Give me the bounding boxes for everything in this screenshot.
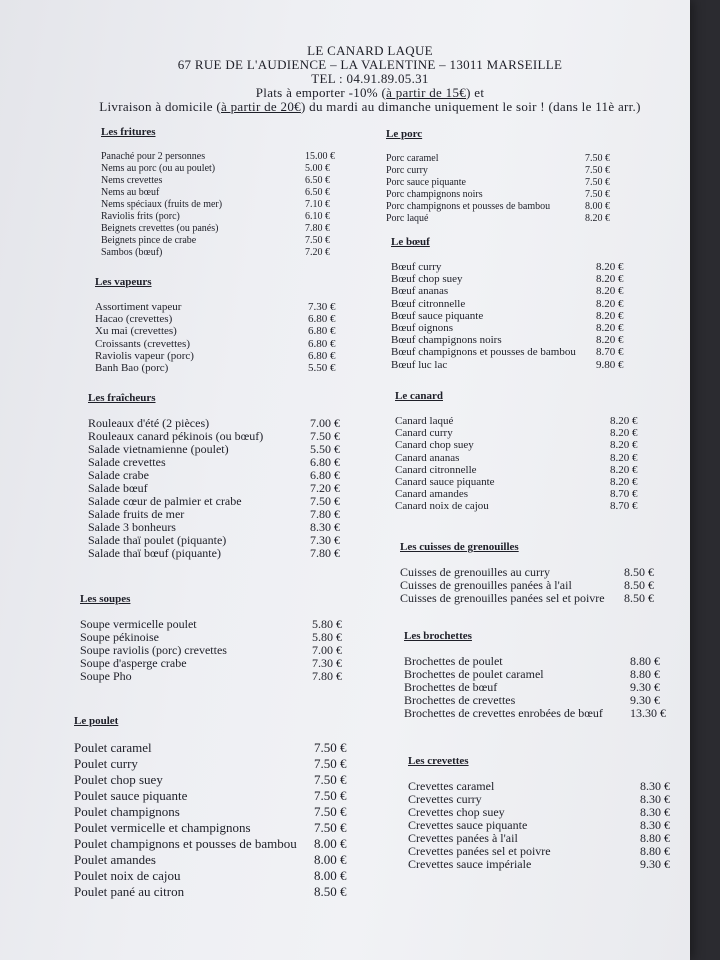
menu-item-name: Poulet champignons <box>74 804 180 819</box>
menu-item-name: Cuisses de grenouilles panées à l'ail <box>400 578 572 592</box>
menu-item-price: 6.50 € <box>305 187 330 198</box>
menu-item-name: Cuisses de grenouilles panées sel et poivre <box>400 591 605 605</box>
menu-item-name: Croissants (crevettes) <box>95 337 190 350</box>
section-title: Les fraîcheurs <box>88 392 156 404</box>
menu-item-name: Beignets crevettes (ou panés) <box>101 223 219 234</box>
menu-item-name: Poulet noix de cajou <box>74 868 181 883</box>
menu-item-price: 7.80 € <box>305 223 330 234</box>
menu-item-name: Canard noix de cajou <box>395 500 489 513</box>
menu-item <box>391 298 646 310</box>
menu-item <box>74 756 364 772</box>
menu-header <box>90 44 650 114</box>
menu-item <box>101 175 355 187</box>
menu-item-price: 8.20 € <box>596 261 624 273</box>
menu-item-price: 8.50 € <box>624 578 654 592</box>
menu-item-name: Poulet sauce piquante <box>74 788 188 803</box>
menu-item-price: 8.20 € <box>610 463 638 476</box>
section-vapeurs <box>95 275 358 374</box>
menu-item-price: 13.30 € <box>630 706 666 720</box>
section-title: Les soupes <box>80 593 131 605</box>
menu-item-name: Porc curry <box>386 165 428 176</box>
menu-item-price: 8.30 € <box>640 779 670 793</box>
menu-item-name: Porc laqué <box>386 213 429 224</box>
menu-item-price: 8.00 € <box>314 836 347 851</box>
menu-item-name: Canard amandes <box>395 488 468 501</box>
menu-item-price: 7.80 € <box>310 507 340 521</box>
menu-item <box>74 804 364 820</box>
menu-item-name: Porc sauce piquante <box>386 177 466 188</box>
menu-item-name: Salade crevettes <box>88 455 166 469</box>
menu-item-price: 8.20 € <box>596 285 624 298</box>
menu-item <box>101 187 355 199</box>
menu-item-name: Crevettes curry <box>408 792 482 806</box>
menu-item-price: 7.00 € <box>310 416 340 430</box>
menu-item <box>74 788 364 804</box>
menu-item-name: Salade crabe <box>88 468 149 482</box>
menu-item-name: Brochettes de crevettes enrobées de bœuf <box>404 706 603 720</box>
menu-item-name: Poulet pané au citron <box>74 884 185 899</box>
menu-item-price: 5.00 € <box>305 163 330 174</box>
menu-item-name: Soupe pékinoise <box>80 630 159 644</box>
menu-item-price: 8.80 € <box>640 831 670 845</box>
section-soupes <box>80 592 362 683</box>
menu-item-name: Brochettes de poulet <box>404 654 503 668</box>
section-canard <box>395 389 660 513</box>
menu-item <box>74 884 364 900</box>
menu-item-name: Hacao (crevettes) <box>95 313 173 326</box>
menu-item-name: Poulet curry <box>74 756 138 771</box>
menu-item <box>395 476 660 488</box>
menu-item <box>395 439 660 451</box>
menu-item-name: Poulet vermicelle et champignons <box>74 820 251 835</box>
menu-item-price: 8.20 € <box>610 451 638 464</box>
menu-item <box>391 310 646 322</box>
menu-item-name: Salade 3 bonheurs <box>88 520 176 534</box>
menu-item-price: 7.50 € <box>314 788 347 803</box>
menu-item-price: 8.30 € <box>310 520 340 534</box>
menu-item-price: 5.50 € <box>310 442 340 456</box>
menu-item-name: Bœuf champignons et pousses de bambou <box>391 346 576 359</box>
menu-item-price: 15.00 € <box>305 151 335 162</box>
menu-item-price: 7.50 € <box>585 189 610 200</box>
menu-item <box>95 362 358 374</box>
menu-item <box>386 153 635 165</box>
menu-item-name: Canard curry <box>395 427 453 440</box>
menu-item-price: 8.70 € <box>610 500 638 513</box>
menu-item <box>101 247 355 259</box>
menu-item-price: 7.50 € <box>310 494 340 508</box>
section-poulet <box>74 714 364 900</box>
menu-item-name: Salade thaï bœuf (piquante) <box>88 546 221 560</box>
menu-item-name: Raviolis vapeur (porc) <box>95 349 194 362</box>
menu-item-name: Nems spéciaux (fruits de mer) <box>101 199 223 210</box>
menu-item-name: Bœuf chop suey <box>391 273 463 286</box>
menu-item-price: 7.10 € <box>305 199 330 210</box>
menu-item <box>101 235 355 247</box>
section-title: Le canard <box>395 390 443 402</box>
menu-item-name: Brochettes de bœuf <box>404 680 498 694</box>
menu-item-price: 8.50 € <box>624 591 654 605</box>
menu-item-name: Crevettes sauce impériale <box>408 857 532 871</box>
menu-item-name: Bœuf sauce piquante <box>391 309 484 322</box>
menu-item-price: 8.30 € <box>640 818 670 832</box>
section-title: Les vapeurs <box>95 276 152 288</box>
menu-item-price: 8.20 € <box>596 321 624 334</box>
menu-item-price: 8.70 € <box>610 488 638 501</box>
section-porc <box>386 127 635 225</box>
menu-item <box>88 547 360 560</box>
menu-item-name: Panaché pour 2 personnes <box>101 151 206 162</box>
menu-item <box>391 285 646 297</box>
menu-item-price: 5.80 € <box>312 617 342 631</box>
menu-item <box>386 201 635 213</box>
menu-item-name: Cuisses de grenouilles au curry <box>400 565 550 579</box>
section-grenouilles <box>400 540 674 605</box>
menu-item-price: 8.00 € <box>585 201 610 212</box>
menu-item <box>386 165 635 177</box>
menu-item-price: 7.00 € <box>312 643 342 657</box>
menu-item-price: 8.20 € <box>596 334 624 347</box>
menu-item-price: 7.50 € <box>314 820 347 835</box>
menu-item-name: Beignets pince de crabe <box>101 235 197 246</box>
section-fritures <box>101 125 355 259</box>
menu-item-name: Nems au porc (ou au poulet) <box>101 163 216 174</box>
menu-item <box>386 213 635 225</box>
menu-item-name: Porc champignons et pousses de bambou <box>386 201 551 212</box>
menu-item-name: Brochettes de poulet caramel <box>404 667 544 681</box>
menu-item-price: 7.50 € <box>585 177 610 188</box>
section-title: Le bœuf <box>391 236 430 248</box>
menu-item-price: 9.30 € <box>630 693 660 707</box>
menu-item <box>74 740 364 756</box>
menu-item <box>386 189 635 201</box>
menu-item <box>95 350 358 362</box>
menu-item-name: Crevettes panées à l'ail <box>408 831 518 845</box>
menu-item-price: 6.80 € <box>308 313 336 326</box>
menu-item-price: 9.80 € <box>596 358 624 371</box>
menu-item-price: 5.80 € <box>312 630 342 644</box>
menu-item-name: Bœuf citronnelle <box>391 297 466 310</box>
menu-item-name: Salade cœur de palmier et crabe <box>88 494 242 508</box>
menu-item-price: 7.80 € <box>310 546 340 560</box>
menu-item <box>95 338 358 350</box>
menu-item <box>74 852 364 868</box>
menu-item <box>395 415 660 427</box>
menu-item-name: Canard chop suey <box>395 439 474 452</box>
menu-item-price: 7.50 € <box>314 772 347 787</box>
menu-item-price: 8.70 € <box>596 346 624 359</box>
menu-item <box>395 452 660 464</box>
menu-item-name: Poulet amandes <box>74 852 156 867</box>
menu-item <box>386 177 635 189</box>
menu-item-price: 7.50 € <box>585 153 610 164</box>
menu-item <box>101 211 355 223</box>
menu-item-price: 8.30 € <box>640 805 670 819</box>
restaurant-phone: TEL : 04.91.89.05.31 <box>311 71 429 86</box>
delivery-note: Livraison à domicile (à partir de 20€) du mardi au dimanche uniquement le soir ! (dans le 11è arr.) <box>99 99 641 114</box>
section-brochettes <box>404 629 680 720</box>
menu-item-name: Sambos (bœuf) <box>101 247 163 258</box>
menu-item-price: 9.30 € <box>640 857 670 871</box>
menu-item-name: Crevettes caramel <box>408 779 495 793</box>
section-title: Les crevettes <box>408 755 469 767</box>
menu-item-name: Soupe raviolis (porc) crevettes <box>80 643 227 657</box>
restaurant-address: 67 RUE DE L'AUDIENCE – LA VALENTINE – 13011 MARSEILLE <box>177 57 563 72</box>
menu-item-price: 5.50 € <box>308 361 336 374</box>
menu-item-price: 7.50 € <box>314 756 347 771</box>
menu-item-name: Rouleaux d'été (2 pièces) <box>88 416 210 430</box>
menu-item-price: 8.20 € <box>610 439 638 452</box>
menu-item-name: Porc caramel <box>386 153 439 164</box>
section-title: Le porc <box>386 128 423 140</box>
menu-item <box>74 820 364 836</box>
menu-item-price: 6.80 € <box>308 337 336 350</box>
menu-item-name: Nems crevettes <box>101 175 163 186</box>
menu-item-name: Nems au bœuf <box>101 187 160 198</box>
section-title: Les fritures <box>101 126 156 138</box>
menu-item-name: Canard sauce piquante <box>395 475 495 488</box>
menu-item-name: Poulet champignons et pousses de bambou <box>74 836 297 851</box>
takeaway-note: Plats à emporter -10% (à partir de 15€) et <box>255 85 485 100</box>
menu-item <box>101 151 355 163</box>
menu-item-price: 7.50 € <box>305 235 330 246</box>
menu-item-price: 6.80 € <box>310 468 340 482</box>
menu-item-name: Poulet caramel <box>74 740 152 755</box>
menu-item-price: 7.80 € <box>312 669 342 683</box>
menu-item-name: Bœuf luc lac <box>391 358 448 371</box>
menu-item-price: 7.30 € <box>312 656 342 670</box>
menu-item <box>391 359 646 371</box>
menu-item-name: Raviolis frits (porc) <box>101 211 180 222</box>
menu-item <box>74 772 364 788</box>
menu-item-name: Salade bœuf <box>88 481 148 495</box>
menu-item <box>404 707 680 720</box>
menu-item-price: 8.20 € <box>596 297 624 310</box>
menu-item-name: Bœuf curry <box>391 261 442 273</box>
menu-item-price: 6.80 € <box>310 455 340 469</box>
menu-item <box>391 261 646 273</box>
menu-item-price: 8.80 € <box>640 844 670 858</box>
menu-item-price: 6.50 € <box>305 175 330 186</box>
menu-item <box>95 301 358 313</box>
menu-item-price: 8.20 € <box>596 309 624 322</box>
menu-item-price: 7.20 € <box>310 481 340 495</box>
menu-item-price: 8.20 € <box>610 415 638 427</box>
menu-item-name: Crevettes panées sel et poivre <box>408 844 551 858</box>
menu-item-name: Salade thaï poulet (piquante) <box>88 533 227 547</box>
menu-item <box>95 325 358 337</box>
menu-item-price: 7.50 € <box>310 429 340 443</box>
menu-item-price: 8.80 € <box>630 667 660 681</box>
section-crevettes <box>408 754 690 871</box>
menu-item-price: 6.80 € <box>308 349 336 362</box>
menu-item-price: 8.20 € <box>610 427 638 440</box>
section-title: Le poulet <box>74 715 119 727</box>
menu-item-price: 9.30 € <box>630 680 660 694</box>
menu-item-price: 8.30 € <box>640 792 670 806</box>
menu-item-price: 8.80 € <box>630 654 660 668</box>
menu-item <box>101 199 355 211</box>
menu-item <box>400 592 674 605</box>
menu-item-name: Crevettes chop suey <box>408 805 505 819</box>
menu-item-price: 8.50 € <box>624 565 654 579</box>
section-title: Les cuisses de grenouilles <box>400 541 519 553</box>
menu-item-name: Porc champignons noirs <box>386 189 483 200</box>
menu-item-name: Xu mai (crevettes) <box>95 325 177 338</box>
menu-item <box>395 427 660 439</box>
menu-item <box>395 500 660 512</box>
section-fraicheurs <box>88 391 360 560</box>
menu-item-name: Salade fruits de mer <box>88 507 185 521</box>
menu-item <box>80 670 362 683</box>
menu-item-name: Bœuf oignons <box>391 321 454 334</box>
menu-item-price: 8.20 € <box>596 273 624 286</box>
menu-item <box>101 223 355 235</box>
menu-item-name: Canard laqué <box>395 415 454 427</box>
menu-item <box>395 464 660 476</box>
menu-item-price: 7.50 € <box>314 804 347 819</box>
menu-item-name: Brochettes de crevettes <box>404 693 516 707</box>
menu-item <box>74 868 364 884</box>
menu-item-name: Bœuf ananas <box>391 285 449 298</box>
menu-item-price: 7.50 € <box>585 165 610 176</box>
menu-item-price: 7.30 € <box>308 301 336 313</box>
menu-item-price: 8.00 € <box>314 852 347 867</box>
menu-item-name: Crevettes sauce piquante <box>408 818 528 832</box>
menu-item <box>391 334 646 346</box>
menu-item-name: Rouleaux canard pékinois (ou bœuf) <box>88 429 264 443</box>
menu-item-price: 7.20 € <box>305 247 330 258</box>
menu-item-name: Soupe vermicelle poulet <box>80 617 197 631</box>
menu-item-name: Canard citronnelle <box>395 463 477 476</box>
menu-item-name: Canard ananas <box>395 451 460 464</box>
menu-item-name: Assortiment vapeur <box>95 301 182 313</box>
menu-item-price: 8.00 € <box>314 868 347 883</box>
menu-item-name: Soupe d'asperge crabe <box>80 656 187 670</box>
menu-item <box>391 346 646 358</box>
menu-item <box>101 163 355 175</box>
menu-item-price: 8.20 € <box>610 475 638 488</box>
menu-item-name: Banh Bao (porc) <box>95 361 169 374</box>
menu-item-price: 7.50 € <box>314 740 347 755</box>
menu-item-price: 7.30 € <box>310 533 340 547</box>
menu-item-price: 6.10 € <box>305 211 330 222</box>
menu-item <box>95 313 358 325</box>
menu-item <box>395 488 660 500</box>
menu-item-price: 8.50 € <box>314 884 347 899</box>
menu-item <box>74 836 364 852</box>
menu-item-name: Bœuf champignons noirs <box>391 334 502 347</box>
menu-item-name: Soupe Pho <box>80 669 132 683</box>
menu-item <box>391 273 646 285</box>
restaurant-name: LE CANARD LAQUE <box>307 43 433 58</box>
menu-item-price: 6.80 € <box>308 325 336 338</box>
menu-item-name: Poulet chop suey <box>74 772 163 787</box>
menu-item-name: Salade vietnamienne (poulet) <box>88 442 229 456</box>
menu-item-price: 8.20 € <box>585 213 610 224</box>
menu-item <box>408 858 690 871</box>
section-boeuf <box>391 235 646 371</box>
section-title: Les brochettes <box>404 630 472 642</box>
menu-item <box>391 322 646 334</box>
